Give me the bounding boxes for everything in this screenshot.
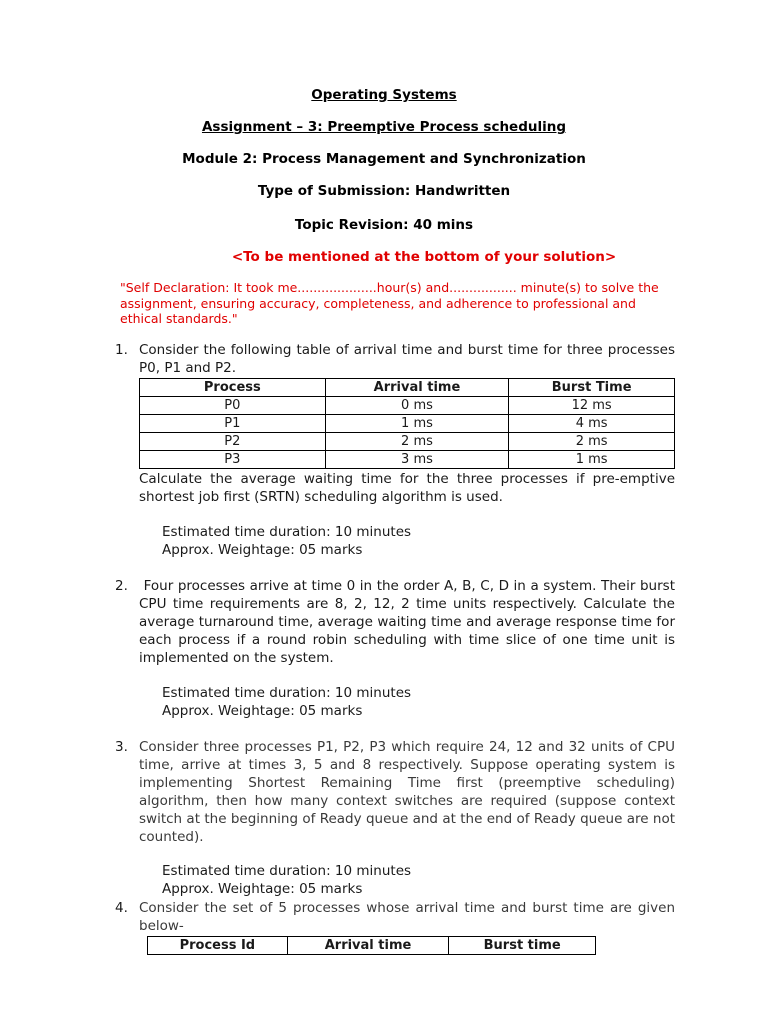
self-declaration: "Self Declaration: It took me....................hour(s) and................. minute(s) to solve the assignment, ensuring accuracy, completeness, and adherence to professional and ethical standards." xyxy=(120,280,659,326)
question-number: 3. xyxy=(115,739,128,755)
module-title: Module 2: Process Management and Synchronization xyxy=(182,151,586,167)
bottom-note: <To be mentioned at the bottom of your solution> xyxy=(231,249,617,265)
col-header: Process Id xyxy=(148,937,288,955)
table-row xyxy=(140,451,675,469)
assignment-title: Assignment – 3: Preemptive Process scheduling xyxy=(201,119,567,135)
table-cell: 2 ms xyxy=(509,433,675,451)
table-cell: 2 ms xyxy=(325,433,509,451)
table-cell: 1 ms xyxy=(325,415,509,433)
table-cell: P2 xyxy=(140,433,326,451)
table-cell: 3 ms xyxy=(325,451,509,469)
question-2 xyxy=(115,577,680,667)
table-row xyxy=(140,433,675,451)
table-cell: 1 ms xyxy=(509,451,675,469)
table-header-row xyxy=(140,379,675,397)
process-table-4 xyxy=(147,936,596,955)
table-cell: 4 ms xyxy=(509,415,675,433)
question-3-text: Consider three processes P1, P2, P3 which require 24, 12 and 32 units of CPU time, arrive at times 3, 5 and 8 respectively. Suppose operating system is implementing Shortest Remaining Time first (preemptive scheduling) algorithm, then how many context switches are required (suppose context switch at the beginning of Ready queue and at the end of Ready queue are not counted). xyxy=(139,739,675,845)
question-number: 2. xyxy=(115,578,128,594)
question-1 xyxy=(115,341,675,377)
question-number: 4. xyxy=(115,900,128,916)
duration: Estimated time duration: 10 minutes xyxy=(162,524,412,540)
col-header: Process xyxy=(140,379,326,397)
question-1-outro-block xyxy=(115,470,675,506)
weightage: Approx. Weightage: 05 marks xyxy=(162,702,363,719)
weightage: Approx. Weightage: 05 marks xyxy=(162,880,363,897)
submission-type: Type of Submission: Handwritten xyxy=(257,183,511,199)
question-2-estimate xyxy=(162,685,411,720)
table-cell: 12 ms xyxy=(509,397,675,415)
duration: Estimated time duration: 10 minutes xyxy=(162,863,412,879)
col-header: Arrival time xyxy=(325,379,509,397)
table-cell: 0 ms xyxy=(325,397,509,415)
col-header: Burst Time xyxy=(509,379,675,397)
table-row xyxy=(140,397,675,415)
question-3 xyxy=(115,738,675,846)
question-3-estimate xyxy=(162,863,411,898)
process-table-1 xyxy=(139,378,675,469)
question-4 xyxy=(115,899,675,935)
col-header: Arrival time xyxy=(287,937,449,955)
question-number: 1. xyxy=(115,342,128,358)
col-header: Burst time xyxy=(449,937,596,955)
question-4-text: Consider the set of 5 processes whose arrival time and burst time are given below- xyxy=(139,900,675,934)
weightage: Approx. Weightage: 05 marks xyxy=(162,541,363,558)
table-header-row xyxy=(148,937,596,955)
question-2-text: Four processes arrive at time 0 in the order A, B, C, D in a system. Their burst CPU time requirements are 8, 2, 12, 2 time units respectively. Calculate the average turnaround time, average waiting time and average response time for each process if a round robin scheduling with time slice of one time unit is implemented on the system. xyxy=(139,578,680,666)
question-1-estimate xyxy=(162,524,411,559)
topic-revision: Topic Revision: 40 mins xyxy=(294,217,474,233)
course-title: Operating Systems xyxy=(311,87,457,103)
table-row xyxy=(140,415,675,433)
table-cell: P0 xyxy=(140,397,326,415)
table-cell: P3 xyxy=(140,451,326,469)
duration: Estimated time duration: 10 minutes xyxy=(162,685,412,701)
question-1-outro: Calculate the average waiting time for the three processes if pre-emptive shortest job first (SRTN) scheduling algorithm is used. xyxy=(139,471,675,505)
question-1-intro: Consider the following table of arrival time and burst time for three processes P0, P1 and P2. xyxy=(139,342,675,376)
table-cell: P1 xyxy=(140,415,326,433)
